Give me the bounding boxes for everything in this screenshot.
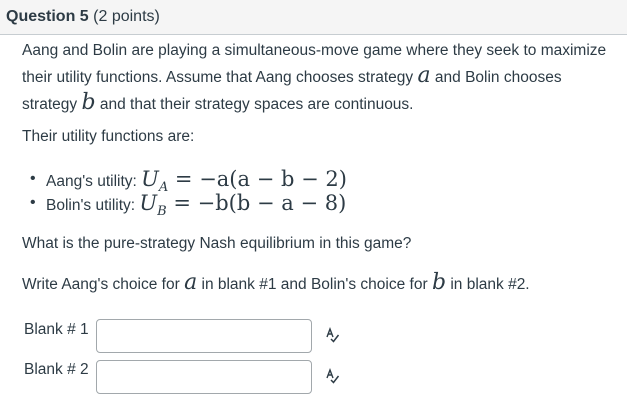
bolin-utility: • Bolin's utility: $U_B = -b(b - a - 8)$ <box>46 191 347 215</box>
blank-1-input[interactable] <box>96 319 312 353</box>
bolin-utility-formula: = −b(b − a − 8) <box>166 191 347 215</box>
intro-line-1: Aang and Bolin are playing a simultaneous-move game where they seek to maximize <box>22 42 607 59</box>
var-a: a <box>417 63 431 88</box>
utility-list <box>46 167 347 220</box>
var-b: b <box>81 90 96 115</box>
question-title <box>6 8 160 26</box>
blank-2-input[interactable] <box>96 360 312 394</box>
intro-line-2: their utility functions. Assume that Aang chooses strategy a and Bolin chooses <box>22 63 562 88</box>
intro-line-3: strategy b and that their strategy spaces are continuous. <box>22 90 414 115</box>
blank-1-label: Blank # 1 <box>24 321 89 338</box>
spellcheck-icon[interactable] <box>324 327 340 343</box>
question-intro <box>22 38 606 117</box>
blank-2-label: Blank # 2 <box>24 361 89 378</box>
utility-heading: Their utility functions are: <box>22 128 195 145</box>
spellcheck-icon[interactable] <box>324 368 340 384</box>
question-text: What is the pure-strategy Nash equilibrium in this game? <box>22 235 412 252</box>
question-points: (2 points) <box>93 8 160 25</box>
aang-utility-formula: = −a(a − b − 2) <box>168 167 347 191</box>
question-header <box>0 0 627 35</box>
question-number: Question 5 <box>6 8 89 25</box>
instruction-text: Write Aang's choice for a in blank #1 and Bolin's choice for b in blank #2. <box>22 270 530 295</box>
aang-utility: • Aang's utility: $U_A = -a(a - b - 2)$ <box>46 167 347 191</box>
